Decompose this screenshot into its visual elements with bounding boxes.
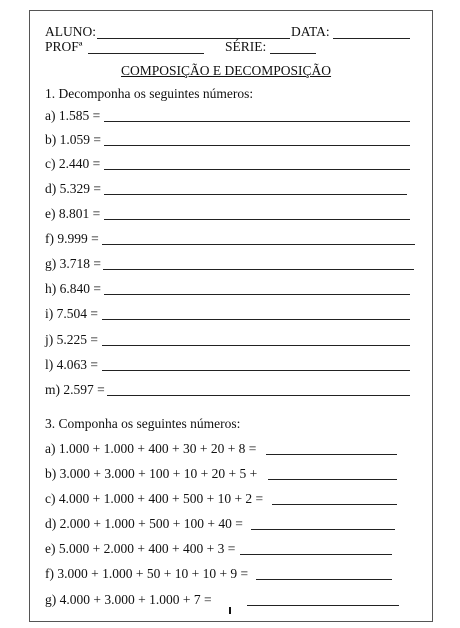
compose-item-label: e) 5.000 + 2.000 + 400 + 400 + 3 = [45, 541, 236, 556]
data-label: DATA: [291, 24, 330, 39]
decompose-item-label: l) 4.063 = [45, 357, 98, 372]
aluno-label: ALUNO: [45, 24, 96, 39]
decompose-item-label: c) 2.440 = [45, 156, 101, 171]
decompose-item-label: h) 6.840 = [45, 281, 101, 296]
decompose-item-label: i) 7.504 = [45, 306, 98, 321]
decompose-item-label: j) 5.225 = [45, 332, 98, 347]
compose-answer-line[interactable] [272, 504, 397, 505]
decompose-item-label: d) 5.329 = [45, 181, 101, 196]
decompose-answer-line[interactable] [104, 294, 410, 295]
decompose-answer-line[interactable] [104, 194, 407, 195]
prof-answer-line[interactable] [88, 53, 204, 54]
worksheet-title: COMPOSIÇÃO E DECOMPOSIÇÃO [121, 63, 332, 78]
compose-item-label: b) 3.000 + 3.000 + 100 + 10 + 20 + 5 + [45, 466, 258, 481]
decompose-answer-line[interactable] [104, 169, 410, 170]
decompose-answer-line[interactable] [102, 319, 410, 320]
data-answer-line[interactable] [333, 38, 410, 39]
compose-answer-line[interactable] [256, 579, 392, 580]
compose-answer-line[interactable] [240, 554, 392, 555]
compose-answer-line[interactable] [251, 529, 395, 530]
compose-item-label: f) 3.000 + 1.000 + 50 + 10 + 10 + 9 = [45, 566, 249, 581]
section1-heading: 1. Decomponha os seguintes números: [45, 86, 254, 101]
decompose-answer-line[interactable] [102, 244, 415, 245]
compose-answer-line[interactable] [247, 605, 399, 606]
decompose-answer-line[interactable] [102, 345, 410, 346]
serie-answer-line[interactable] [270, 53, 316, 54]
compose-item-label: c) 4.000 + 1.000 + 400 + 500 + 10 + 2 = [45, 491, 264, 506]
prof-label: PROFª [45, 39, 83, 54]
serie-label: SÉRIE: [225, 39, 267, 54]
decompose-answer-line[interactable] [102, 370, 410, 371]
decompose-answer-line[interactable] [104, 145, 410, 146]
decompose-item-label: f) 9.999 = [45, 231, 99, 246]
decompose-answer-line[interactable] [104, 121, 410, 122]
decompose-item-label: b) 1.059 = [45, 132, 101, 147]
decompose-item-label: g) 3.718 = [45, 256, 101, 271]
stray-mark [229, 607, 231, 614]
decompose-item-label: a) 1.585 = [45, 108, 101, 123]
compose-item-label: a) 1.000 + 1.000 + 400 + 30 + 20 + 8 = [45, 441, 257, 456]
compose-item-label: d) 2.000 + 1.000 + 500 + 100 + 40 = [45, 516, 243, 531]
decompose-answer-line[interactable] [103, 269, 414, 270]
section3-heading: 3. Componha os seguintes números: [45, 416, 241, 431]
compose-answer-line[interactable] [268, 479, 397, 480]
compose-answer-line[interactable] [266, 454, 397, 455]
compose-item-label: g) 4.000 + 3.000 + 1.000 + 7 = [45, 592, 212, 607]
decompose-item-label: e) 8.801 = [45, 206, 101, 221]
decompose-answer-line[interactable] [107, 395, 410, 396]
decompose-answer-line[interactable] [104, 219, 410, 220]
decompose-item-label: m) 2.597 = [45, 382, 105, 397]
